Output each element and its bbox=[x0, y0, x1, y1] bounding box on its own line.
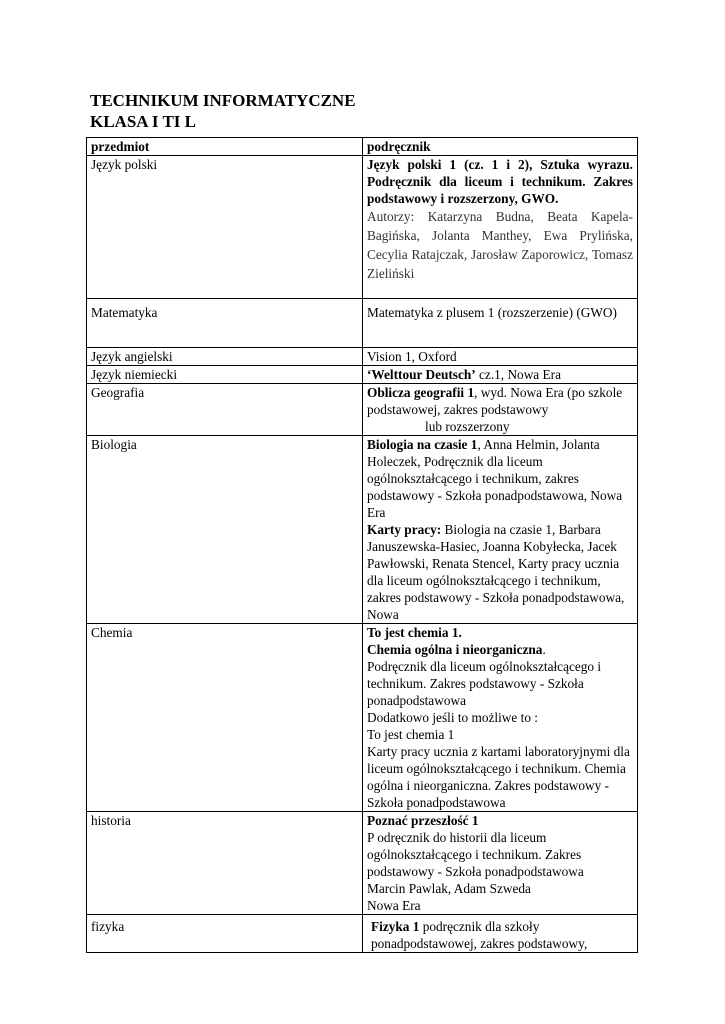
subject-cell: Matematyka bbox=[87, 299, 363, 348]
book-subtitle: Chemia ogólna i nieorganiczna bbox=[367, 642, 543, 657]
book-description: P odręcznik do historii dla liceum ogólnokształcącego i technikum. Zakres podstawowy - Szkoła ponadpodstawowa bbox=[367, 830, 584, 879]
extra-title: To jest chemia 1 bbox=[367, 727, 455, 742]
book-description: Podręcznik dla liceum ogólnokształcącego i technikum. Zakres podstawowy - Szkoła ponadpodstawowa bbox=[367, 659, 602, 708]
book-subtitle-dot: . bbox=[542, 642, 546, 657]
extra-intro: Dodatkowo jeśli to możliwe to : bbox=[367, 710, 538, 725]
book-publisher: Nowa Era bbox=[367, 898, 421, 913]
book-details: podręcznik dla szkoły ponadpodstawowej, zakres podstawowy, bbox=[371, 919, 588, 951]
book-authors: Autorzy: Katarzyna Budna, Beata Kapela-Bagińska, Jolanta Manthey, Ewa Prylińska, Cecylia Ratajczak, Jarosław Zaporowicz, Tomasz Zieliński bbox=[367, 209, 633, 281]
header-book: podręcznik bbox=[363, 138, 638, 156]
book-cell bbox=[363, 384, 638, 436]
table-row bbox=[87, 156, 638, 299]
subject-cell: historia bbox=[87, 812, 363, 915]
extra-description: Karty pracy ucznia z kartami laboratoryjnymi dla liceum ogólnokształcącego i technikum. Chemia ogólna i nieorganiczna. Zakres podstawowy - Szkoła ponadpodstawowa bbox=[367, 744, 630, 810]
table-row bbox=[87, 624, 638, 812]
table-row bbox=[87, 915, 638, 953]
header-subject: przedmiot bbox=[87, 138, 363, 156]
subject-cell: fizyka bbox=[87, 915, 363, 953]
subject-cell: Biologia bbox=[87, 436, 363, 624]
workbook-details: Biologia na czasie 1, Barbara Januszewska-Hasiec, Joanna Kobyłecka, Jacek Pawłowski, Renata Stencel, Karty pracy ucznia dla liceum ogólnokształcącego i technikum, zakres podstawowy - Szkoła ponadpodstawowa, Nowa bbox=[367, 522, 625, 622]
table-header-row bbox=[87, 138, 638, 156]
table-row bbox=[87, 384, 638, 436]
book-cell bbox=[363, 366, 638, 384]
book-details: , wyd. Nowa Era (po szkole podstawowej, zakres podstawowy bbox=[367, 385, 623, 417]
table-row bbox=[87, 366, 638, 384]
textbook-table bbox=[86, 137, 638, 953]
book-details: , Anna Helmin, Jolanta Holeczek, Podręcznik dla liceum ogólnokształcącego i technikum, zakres podstawowy - Szkoła ponadpodstawowa, Nowa Era bbox=[367, 437, 623, 520]
book-title: ‘Welttour Deutsch’ bbox=[367, 367, 476, 382]
book-cell bbox=[363, 436, 638, 624]
subject-cell: Język angielski bbox=[87, 348, 363, 366]
class-name: KLASA I TI L bbox=[90, 112, 196, 131]
book-cell bbox=[363, 156, 638, 299]
book-title: To jest chemia 1. bbox=[367, 625, 462, 640]
book-title: Język polski 1 (cz. 1 i 2), Sztuka wyrazu. Podręcznik dla liceum i technikum. Zakres podstawowy i rozszerzony, GWO. bbox=[367, 157, 633, 206]
book-title: Poznać przeszłość 1 bbox=[367, 813, 479, 828]
book-cell: Matematyka z plusem 1 (rozszerzenie) (GWO) bbox=[363, 299, 638, 348]
subject-cell: Język polski bbox=[87, 156, 363, 299]
book-details-extra: lub rozszerzony bbox=[425, 419, 510, 434]
book-authors: Marcin Pawlak, Adam Szweda bbox=[367, 881, 531, 896]
book-cell bbox=[363, 812, 638, 915]
table-row bbox=[87, 348, 638, 366]
table-row bbox=[87, 299, 638, 348]
subject-cell: Chemia bbox=[87, 624, 363, 812]
book-details: cz.1, Nowa Era bbox=[475, 367, 561, 382]
book-title: Fizyka 1 bbox=[371, 919, 420, 934]
page-title bbox=[90, 90, 356, 132]
book-cell bbox=[363, 624, 638, 812]
school-name: TECHNIKUM INFORMATYCZNE bbox=[90, 91, 356, 110]
book-title: Biologia na czasie 1 bbox=[367, 437, 478, 452]
table-row bbox=[87, 436, 638, 624]
book-title: Oblicza geografii 1 bbox=[367, 385, 475, 400]
subject-cell: Geografia bbox=[87, 384, 363, 436]
book-cell: Vision 1, Oxford bbox=[363, 348, 638, 366]
workbook-label: Karty pracy: bbox=[367, 522, 442, 537]
book-cell bbox=[363, 915, 638, 953]
subject-cell: Język niemiecki bbox=[87, 366, 363, 384]
table-row bbox=[87, 812, 638, 915]
